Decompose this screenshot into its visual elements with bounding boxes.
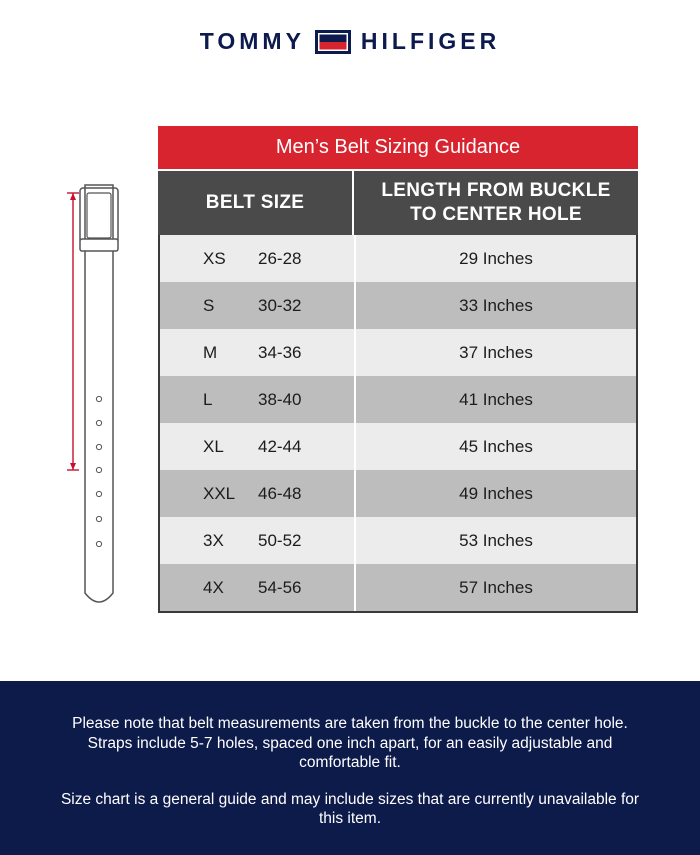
waist-range: 54-56: [258, 577, 302, 597]
brand-logo: [0, 28, 700, 55]
flag-icon: [315, 30, 351, 54]
table-row: [160, 517, 636, 564]
waist-range: 38-40: [258, 389, 302, 409]
size-label: 3X: [203, 530, 224, 550]
logo-word-right: HILFIGER: [360, 28, 501, 54]
table-row: [160, 329, 636, 376]
length-cell: 33 Inches: [459, 295, 533, 315]
table-row: [160, 235, 636, 282]
size-label: XL: [203, 436, 224, 456]
waist-range: 34-36: [258, 342, 302, 362]
length-cell: 53 Inches: [459, 530, 533, 550]
length-cell: 37 Inches: [459, 342, 533, 362]
waist-range: 46-48: [258, 483, 302, 503]
size-label: 4X: [203, 577, 224, 597]
belt-size-cell: [160, 470, 356, 517]
belt-size-cell: [160, 517, 356, 564]
belt-diagram-icon: [58, 183, 128, 613]
waist-range: 42-44: [258, 436, 302, 456]
table-title: Men’s Belt Sizing Guidance: [158, 126, 638, 169]
size-label: M: [203, 342, 218, 362]
waist-range: 50-52: [258, 530, 302, 550]
header-length: LENGTH FROM BUCKLE TO CENTER HOLE: [381, 180, 611, 225]
length-cell: 29 Inches: [459, 248, 533, 268]
length-cell: 45 Inches: [459, 436, 533, 456]
belt-size-cell: [160, 423, 356, 470]
length-cell: 49 Inches: [459, 483, 533, 503]
table-row: [160, 423, 636, 470]
table-header: [158, 169, 638, 235]
size-label: XS: [203, 248, 226, 268]
belt-size-cell: [160, 282, 356, 329]
belt-size-cell: [160, 376, 356, 423]
table-row: [160, 470, 636, 517]
size-label: S: [203, 295, 215, 315]
length-cell: 57 Inches: [459, 577, 533, 597]
table-body: [158, 235, 638, 613]
table-row: [160, 376, 636, 423]
footer-note: [0, 681, 700, 855]
belt-size-cell: [160, 329, 356, 376]
header-belt-size: BELT SIZE: [158, 171, 354, 235]
table-row: [160, 282, 636, 329]
logo-word-left: TOMMY: [199, 28, 305, 54]
length-cell: 41 Inches: [459, 389, 533, 409]
note-measurement: Please note that belt measurements are taken from the buckle to the center hole. Straps include 5-7 holes, spaced one inch apart, for an easily adjustable and comfortable fit.: [72, 715, 628, 771]
waist-range: 30-32: [258, 295, 302, 315]
size-label: L: [203, 389, 213, 409]
size-table: [158, 126, 638, 613]
belt-size-cell: [160, 235, 356, 282]
note-disclaimer: Size chart is a general guide and may include sizes that are currently unavailable for this item.: [60, 790, 640, 827]
table-row: [160, 564, 636, 611]
belt-size-cell: [160, 564, 356, 611]
size-label: XXL: [203, 483, 236, 503]
waist-range: 26-28: [258, 248, 302, 268]
